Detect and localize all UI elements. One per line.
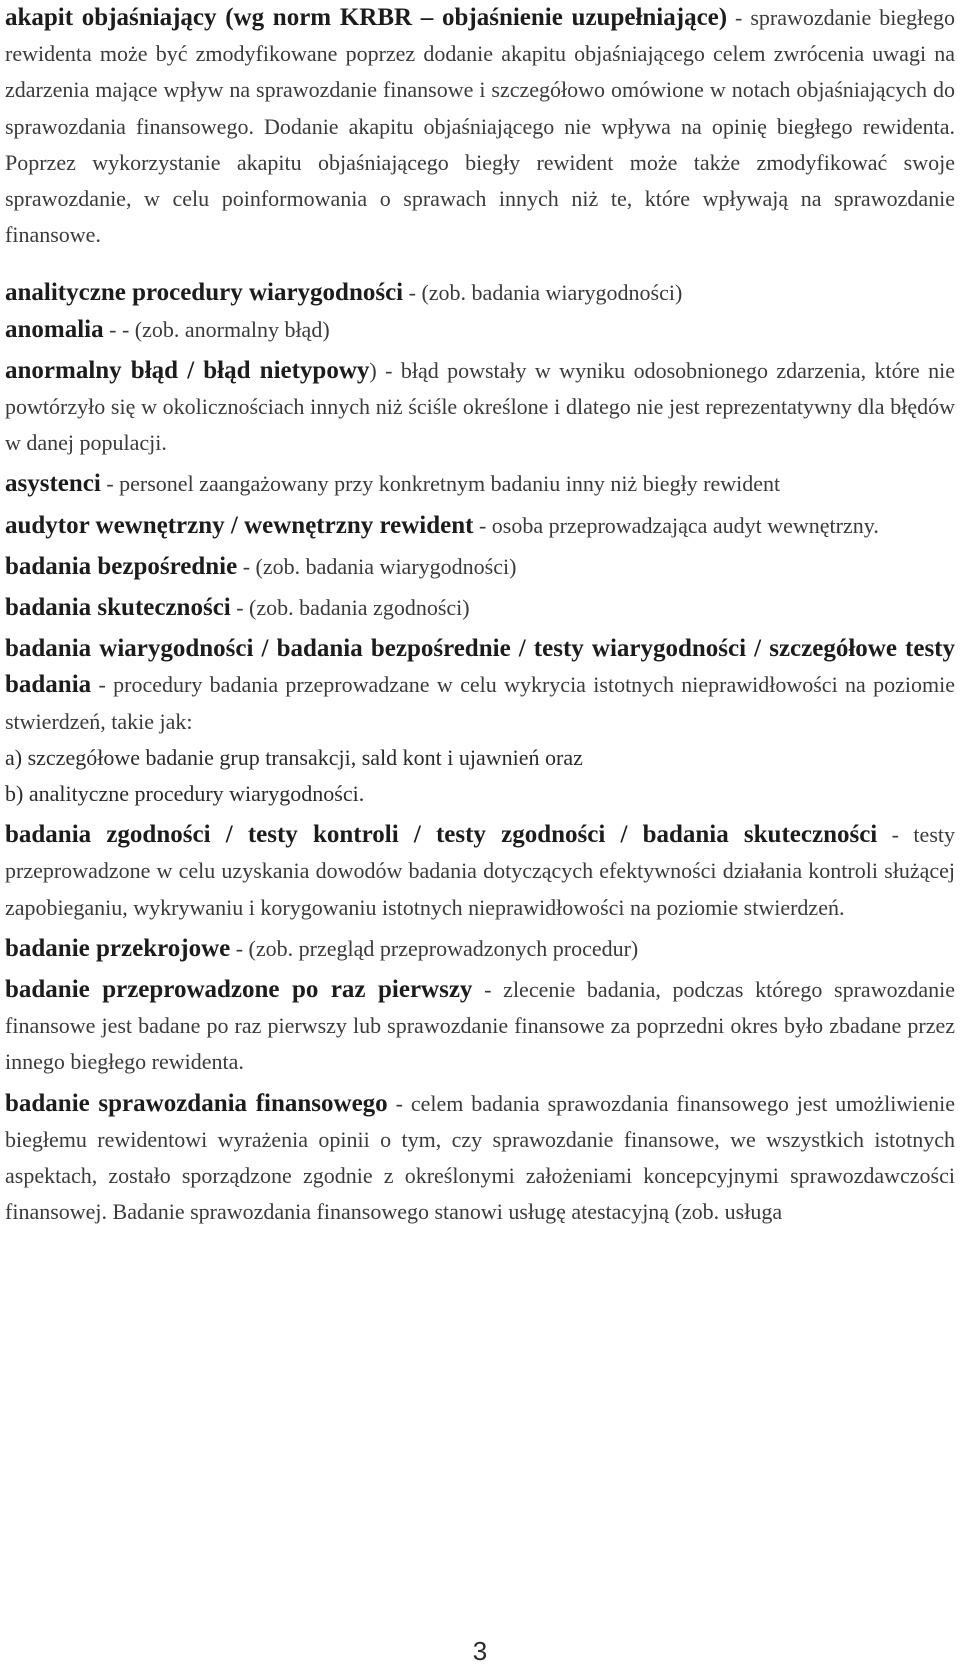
list-item-b: b) analityczne procedury wiarygodności. — [5, 781, 365, 807]
glossary-entry-badania-wiarygodnosci — [5, 631, 955, 740]
glossary-term: badanie przeprowadzone po raz pierwszy — [5, 976, 473, 1004]
glossary-term: asystenci — [5, 470, 101, 498]
glossary-entry-asystenci — [5, 466, 955, 502]
glossary-entry-badania-bezposrednie — [5, 549, 955, 585]
glossary-definition: - celem badania sprawozdania finansowego jest umożliwienie biegłemu rewidentowi wyrażenia opinii o tym, czy sprawozdanie finansowe, we wszystkich istotnych aspektach, zostało sporządzone zgodnie z określonymi założeniami koncepcyjnymi sprawozdawczości finansowej. Badanie sprawozdania finansowego stanowi usługę atestacyjną (zob. usługa — [5, 1090, 955, 1225]
glossary-definition: - personel zaangażowany przy konkretnym badaniu inny niż biegły rewident — [100, 471, 781, 497]
page-number: 3 — [472, 1636, 488, 1666]
glossary-definition: - testy przeprowadzone w celu uzyskania dowodów badania dotyczących efektywności działania kontroli służącej zapobieganiu, wykrywaniu i korygowaniu istotnych nieprawidłowości na poziomie stwierdzeń. — [5, 822, 955, 920]
glossary-definition: - osoba przeprowadzająca audyt wewnętrzny. — [473, 512, 879, 538]
glossary-entry-badanie-po-raz-pierwszy — [5, 972, 955, 1081]
glossary-term: akapit objaśniający (wg norm KRBR – objaśnienie uzupełniające) — [5, 4, 728, 31]
glossary-term: badania wiarygodności / badania bezpośrednie / testy wiarygodności / szczegółowe testy badania — [5, 635, 955, 699]
glossary-definition: - zlecenie badania, podczas którego sprawozdanie finansowe jest badane po raz pierwszy lub sprawozdanie finansowe za poprzedni okres było zbadane przez innego biegłego rewidenta. — [5, 977, 955, 1075]
glossary-entry-badanie-sprawozdania — [5, 1086, 955, 1231]
glossary-term: analityczne procedury wiarygodności — [5, 279, 404, 307]
glossary-term: badania zgodności / testy kontroli / testy zgodności / badania skuteczności — [5, 821, 878, 849]
glossary-definition: - (zob. badania wiarygodności) — [403, 280, 683, 306]
glossary-definition: ) - błąd powstały w wyniku odosobnionego zdarzenia, które nie powtórzyło się w okolicznościach innych niż ściśle określone i dlatego nie jest reprezentatywny dla błędów w danej populacji. — [5, 357, 956, 456]
glossary-definition: - sprawozdanie biegłego rewidenta może być zmodyfikowane poprzez dodanie akapitu objaśniającego celem zwrócenia uwagi na zdarzenia mające wpływ na sprawozdanie finansowe i szczegółowo omówione w notach objaśniających do sprawozdania finansowego. Dodanie akapitu objaśniającego nie wpływa na opinię biegłego rewidenta. Poprzez wykorzystanie akapitu objaśniającego biegły rewident może także zmodyfikować swoje sprawozdanie, w celu poinformowania o sprawach innych niż te, które wpływają na sprawozdanie finansowe. — [5, 5, 955, 248]
glossary-page — [5, 0, 955, 1231]
list-item-a: a) szczegółowe badanie grup transakcji, sald kont i ujawnień oraz — [5, 744, 583, 770]
glossary-entry-anomalia — [5, 312, 955, 348]
glossary-definition: - - (zob. anormalny błąd) — [103, 316, 330, 342]
glossary-entry-badania-skutecznosci — [5, 590, 955, 626]
glossary-term: badania bezpośrednie — [5, 552, 238, 580]
glossary-definition: - (zob. badania wiarygodności) — [237, 553, 517, 579]
glossary-term: badania skuteczności — [5, 594, 231, 622]
glossary-entry-akapit-objasniajacy — [5, 0, 955, 253]
glossary-definition: - (zob. przegląd przeprowadzonych procedur) — [230, 935, 639, 961]
glossary-term: badanie przekrojowe — [5, 934, 231, 962]
glossary-entry-analityczne-procedury — [5, 275, 955, 311]
glossary-definition: - procedury badania przeprowadzane w celu wykrycia istotnych nieprawidłowości na poziomie stwierdzeń, takie jak: — [5, 672, 955, 734]
glossary-term: badanie sprawozdania finansowego — [5, 1089, 388, 1117]
glossary-entry-badania-zgodnosci — [5, 817, 955, 926]
glossary-term: anormalny błąd / błąd nietypowy — [5, 356, 370, 384]
glossary-term: anomalia — [5, 315, 104, 343]
glossary-entry-audytor-wewnetrzny — [5, 508, 955, 544]
glossary-definition: - (zob. badania zgodności) — [230, 595, 470, 621]
glossary-entry-anormalny-blad — [5, 353, 955, 462]
glossary-entry-badanie-przekrojowe — [5, 931, 955, 967]
glossary-term: audytor wewnętrzny / wewnętrzny rewident — [5, 511, 474, 539]
